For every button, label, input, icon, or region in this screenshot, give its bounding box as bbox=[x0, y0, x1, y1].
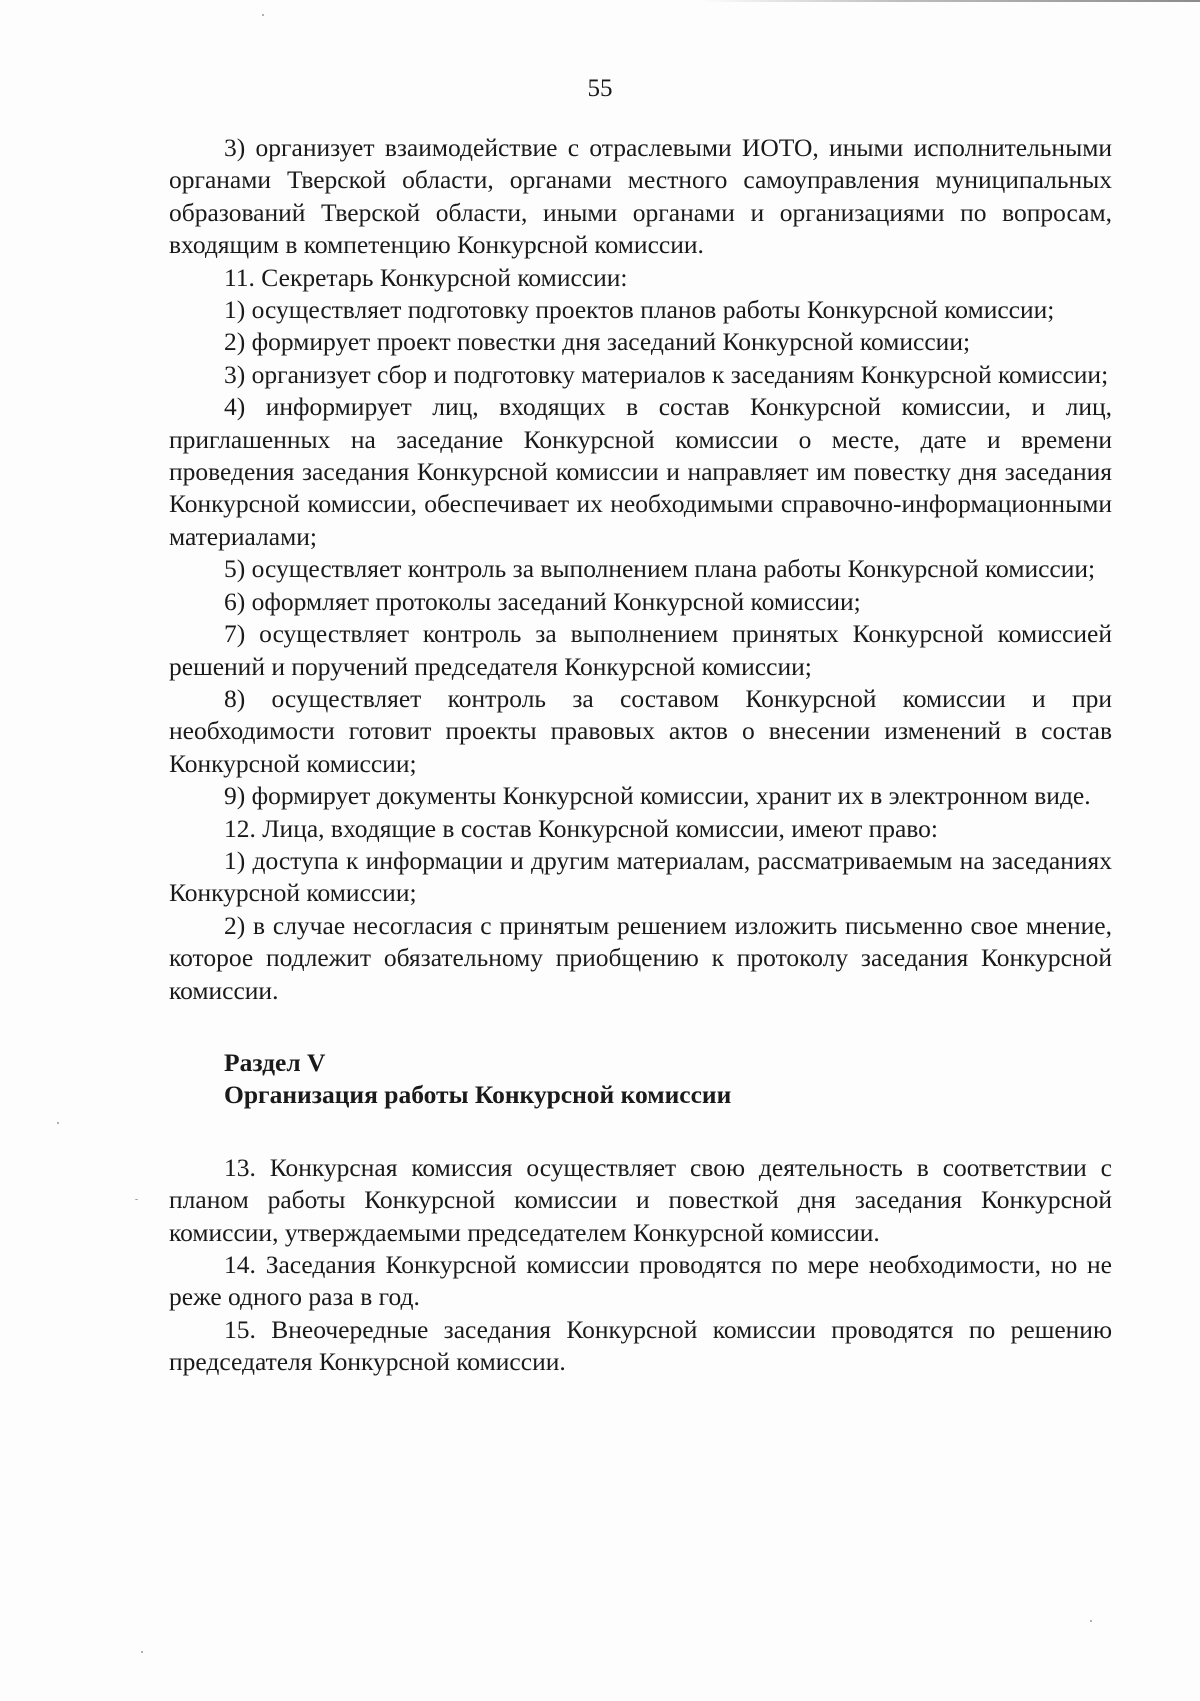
document-body bbox=[169, 132, 1112, 1379]
paragraph-item-11-2: 2) формирует проект повестки дня заседаний Конкурсной комиссии; bbox=[224, 327, 971, 357]
paragraph-clause-13: 13. Конкурсная комиссия осуществляет свою деятельность в соответствии с планом работы Конкурсной комиссии и повесткой дня заседания Конкурсной комиссии, утверждаемыми председателем Конкурсной комиссии. bbox=[169, 1152, 1112, 1247]
scan-speck bbox=[1090, 1620, 1092, 1622]
paragraph-item-3-interaction: 3) организует взаимодействие с отраслевыми ИОТО, иными исполнительными органами Тверской области, органами местного самоуправления муниципальных образований Тверской области, иными органами и организациями по вопросам, входящим в компетенцию Конкурсной комиссии. bbox=[169, 133, 1112, 260]
paragraph-item-12-2: 2) в случае несогласия с принятым решением изложить письменно свое мнение, которое подлежит обязательному приобщению к протоколу заседания Конкурсной комиссии. bbox=[169, 910, 1112, 1005]
scan-edge-line bbox=[700, 0, 1200, 2]
paragraph-clause-12: 12. Лица, входящие в состав Конкурсной комиссии, имеют право: bbox=[224, 813, 939, 843]
paragraph-clause-15: 15. Внеочередные заседания Конкурсной комиссии проводятся по решению председателя Конкурсной комиссии. bbox=[169, 1314, 1112, 1377]
paragraph-item-11-5: 5) осуществляет контроль за выполнением плана работы Конкурсной комиссии; bbox=[224, 554, 1096, 584]
section-subtitle: Организация работы Конкурсной комиссии bbox=[224, 1080, 732, 1110]
scan-speck bbox=[57, 1122, 59, 1124]
paragraph-item-11-3: 3) организует сбор и подготовку материалов к заседаниям Конкурсной комиссии; bbox=[224, 359, 1109, 389]
paragraph-clause-14: 14. Заседания Конкурсной комиссии проводятся по мере необходимости, но не реже одного раза в год. bbox=[169, 1250, 1112, 1312]
paragraph-clause-11: 11. Секретарь Конкурсной комиссии: bbox=[224, 262, 628, 292]
page-number: 55 bbox=[587, 75, 613, 102]
paragraph-item-11-9: 9) формирует документы Конкурсной комиссии, хранит их в электронном виде. bbox=[224, 781, 1091, 811]
paragraph-item-12-1: 1) доступа к информации и другим материалам, рассматриваемым на заседаниях Конкурсной комиссии; bbox=[169, 845, 1112, 908]
section-title: Раздел V bbox=[224, 1047, 326, 1077]
section-heading-block bbox=[169, 1047, 1112, 1112]
paragraph-item-11-6: 6) оформляет протоколы заседаний Конкурсной комиссии; bbox=[224, 586, 861, 616]
scan-speck bbox=[262, 14, 264, 16]
scan-speck bbox=[141, 1651, 143, 1653]
paragraph-item-11-7: 7) осуществляет контроль за выполнением принятых Конкурсной комиссией решений и поручений председателя Конкурсной комиссии; bbox=[169, 619, 1112, 681]
scan-speck bbox=[135, 1199, 138, 1200]
paragraph-item-11-4: 4) информирует лиц, входящих в состав Конкурсной комиссии, и лиц, приглашенных на заседание Конкурсной комиссии о месте, дате и времени проведения заседания Конкурсной комиссии и направляет им повестку дня заседания Конкурсной комиссии, обеспечивает их необходимыми справочно-информационными материалами; bbox=[169, 392, 1112, 551]
paragraph-item-11-1: 1) осуществляет подготовку проектов планов работы Конкурсной комиссии; bbox=[224, 295, 1055, 325]
paragraph-item-11-8: 8) осуществляет контроль за составом Конкурсной комиссии и при необходимости готовит проекты правовых актов о внесении изменений в состав Конкурсной комиссии; bbox=[169, 683, 1112, 778]
